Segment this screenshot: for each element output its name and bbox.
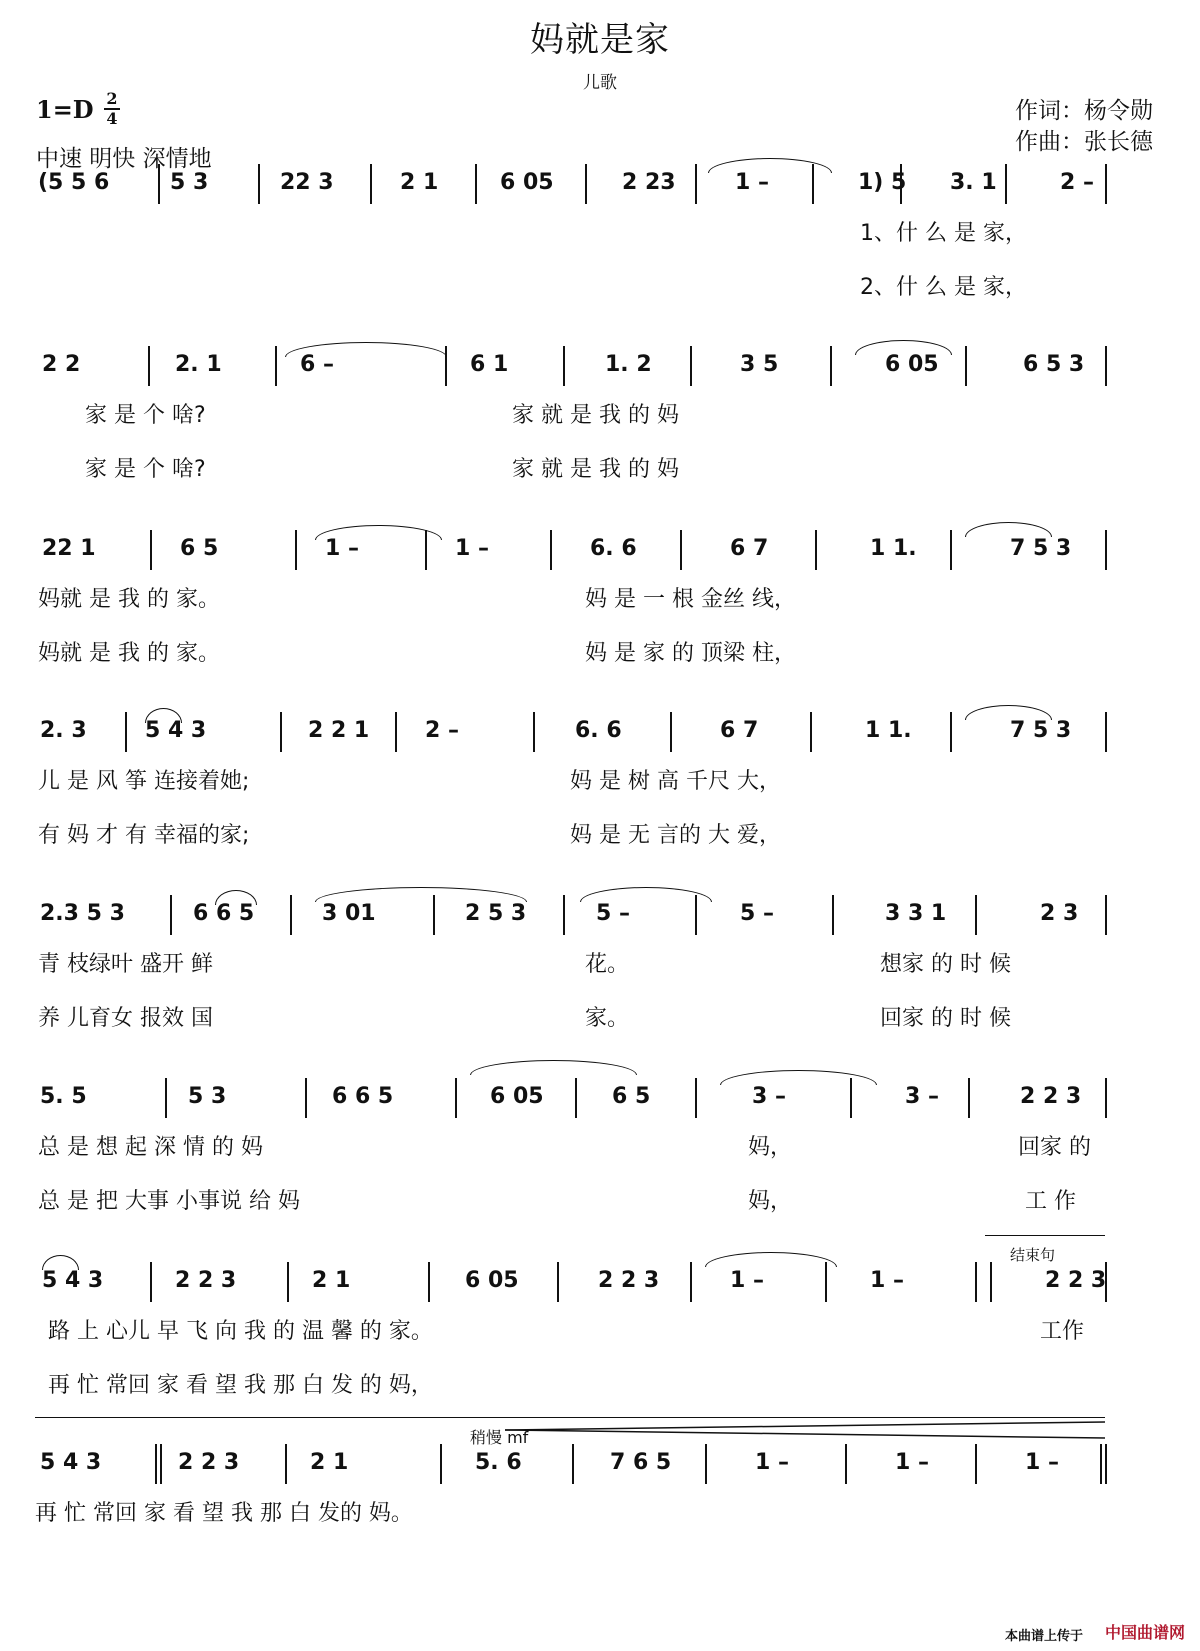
lyric-verse-2: 养 儿育女 报效 国 <box>38 1006 213 1031</box>
lyric-verse-1: 儿 是 风 筝 连接着她; <box>38 769 250 794</box>
tie-slur <box>580 887 712 902</box>
note-group: 5. 5 <box>40 1084 87 1109</box>
bar-line <box>557 1262 559 1302</box>
note-group: 6 1 <box>470 352 509 377</box>
tie-slur <box>470 1060 637 1075</box>
tie-slur <box>315 525 442 540</box>
bar-line <box>533 712 535 752</box>
tie-slur <box>285 342 447 357</box>
note-group: 2.3 5 3 <box>40 901 125 926</box>
note-group: 3 – <box>905 1084 939 1109</box>
bar-line <box>285 1444 287 1484</box>
bar-line <box>830 346 832 386</box>
note-group: 22 3 <box>280 170 334 195</box>
bar-line <box>825 1262 827 1302</box>
lyric-verse-1: 妈 是 一 根 金丝 线， <box>585 587 796 612</box>
bar-line <box>695 164 697 204</box>
note-group: 1 1. <box>870 536 917 561</box>
lyric-verse-1: 青 枝绿叶 盛开 鲜 <box>38 952 213 977</box>
bar-line <box>258 164 260 204</box>
note-group: 1 – <box>735 170 769 195</box>
lyric-verse-1: 妈 是 树 高 千尺 大， <box>570 769 781 794</box>
note-group: 7 6 5 <box>610 1450 672 1475</box>
bar-line <box>287 1262 289 1302</box>
song-title: 妈就是家 <box>530 20 670 60</box>
note-group: 6. 6 <box>590 536 637 561</box>
composer-credit: 作曲：张长德 <box>1015 129 1153 155</box>
note-group: 1 – <box>755 1450 789 1475</box>
tie-slur <box>42 1255 79 1270</box>
lyric-verse-1: 家 是 个 啥? <box>85 403 206 428</box>
bar-line <box>160 1444 162 1484</box>
note-group: 2 5 3 <box>465 901 527 926</box>
note-group: 2 2 3 <box>175 1268 237 1293</box>
dynamic-marking: 稍慢 mf <box>470 1428 529 1447</box>
note-group: 6 6 5 <box>193 901 255 926</box>
bar-line <box>815 530 817 570</box>
lyric-verse-1: 工作 <box>1040 1319 1085 1344</box>
tie-slur <box>705 1252 837 1267</box>
note-group: 6 05 <box>465 1268 519 1293</box>
bar-line <box>475 164 477 204</box>
bar-line <box>455 1078 457 1118</box>
note-group: 1 – <box>870 1268 904 1293</box>
bar-line <box>680 530 682 570</box>
note-group: 1) 5 <box>858 170 907 195</box>
note-group: 6. 6 <box>575 718 622 743</box>
note-group: 6 05 <box>885 352 939 377</box>
bar-line <box>150 530 152 570</box>
tie-slur <box>855 340 952 355</box>
note-group: 6 7 <box>720 718 759 743</box>
note-group: 6 5 3 <box>1023 352 1085 377</box>
bar-line <box>705 1444 707 1484</box>
note-group: 7 5 3 <box>1010 718 1072 743</box>
bar-line <box>950 530 952 570</box>
bar-line <box>170 895 172 935</box>
lyric-verse-2: 妈 是 无 言的 大 爱， <box>570 823 781 848</box>
lyric-verse-2: 家 是 个 啥? <box>85 457 206 482</box>
note-group: 1 1. <box>865 718 912 743</box>
bar-line <box>1005 164 1007 204</box>
note-group: 5 – <box>596 901 630 926</box>
note-group: 2 – <box>1060 170 1094 195</box>
note-group: 2 – <box>425 718 459 743</box>
note-group: 2. 3 <box>40 718 87 743</box>
lyric-verse-2: 2、什 么 是 家， <box>860 275 1027 300</box>
note-group: 3. 1 <box>950 170 997 195</box>
bar-line <box>690 346 692 386</box>
bar-line <box>1105 712 1107 752</box>
note-group: 2 2 <box>42 352 81 377</box>
tie-slur <box>965 705 1052 720</box>
note-group: 2 2 3 <box>1045 1268 1107 1293</box>
lyric-verse-2: 工 作 <box>1025 1189 1076 1214</box>
note-group: 5 4 3 <box>145 718 207 743</box>
bar-line <box>832 895 834 935</box>
bar-line <box>395 712 397 752</box>
note-group: 1 – <box>455 536 489 561</box>
bar-line <box>975 895 977 935</box>
note-group: 2 23 <box>622 170 676 195</box>
bar-line <box>950 712 952 752</box>
note-group: 2 1 <box>312 1268 351 1293</box>
lyric-verse-1: 妈， <box>748 1135 793 1160</box>
note-group: 2 1 <box>310 1450 349 1475</box>
bar-line <box>1105 346 1107 386</box>
bar-line <box>1105 164 1107 204</box>
lyric-verse-2: 妈 是 家 的 顶梁 柱， <box>585 641 796 666</box>
note-group: 6 6 5 <box>332 1084 394 1109</box>
note-group: 6 5 <box>612 1084 651 1109</box>
tie-slur <box>315 887 527 902</box>
footer-text: 本曲谱上传于 <box>1005 1629 1084 1644</box>
bar-line <box>563 346 565 386</box>
bracket-line <box>35 1417 1105 1418</box>
tie-slur <box>708 158 832 173</box>
lyric-verse-1: 妈就 是 我 的 家。 <box>38 587 220 612</box>
tie-slur <box>965 522 1052 537</box>
lyric-verse-2: 再 忙 常回 家 看 望 我 那 白 发 的 妈， <box>48 1373 433 1398</box>
bar-line <box>150 1262 152 1302</box>
bar-line <box>845 1444 847 1484</box>
bar-line <box>1105 1078 1107 1118</box>
bar-line <box>975 1444 977 1484</box>
tie-slur <box>215 890 257 905</box>
bar-line <box>563 895 565 935</box>
bar-line <box>1100 1444 1102 1484</box>
bar-line <box>975 1262 977 1302</box>
time-signature <box>104 90 120 128</box>
note-group: 5 3 <box>188 1084 227 1109</box>
bar-line <box>990 1262 992 1302</box>
bar-line <box>280 712 282 752</box>
bar-line <box>165 1078 167 1118</box>
bar-line <box>810 712 812 752</box>
bar-line <box>125 712 127 752</box>
note-group: 6 05 <box>500 170 554 195</box>
bar-line <box>670 712 672 752</box>
note-group: 22 1 <box>42 536 96 561</box>
note-group: 7 5 3 <box>1010 536 1072 561</box>
note-group: 6 05 <box>490 1084 544 1109</box>
note-group: 3 3 1 <box>885 901 947 926</box>
lyric-verse-1: 家 就 是 我 的 妈 <box>512 403 679 428</box>
tie-slur <box>720 1070 877 1085</box>
tempo-marking: 中速 明快 深情地 <box>36 146 212 172</box>
note-group: 1 – <box>325 536 359 561</box>
bracket-line <box>985 1235 1105 1236</box>
lyric-verse-2: 家。 <box>585 1006 630 1031</box>
note-group: 6 5 <box>180 536 219 561</box>
note-group: 1 – <box>1025 1450 1059 1475</box>
time-signature-top: 2 <box>106 89 118 108</box>
note-group: 5 3 <box>170 170 209 195</box>
lyric-verse-1: 花。 <box>585 952 630 977</box>
bar-line <box>440 1444 442 1484</box>
lyric-verse-2: 总 是 把 大事 小事说 给 妈 <box>38 1189 300 1214</box>
note-group: 3 5 <box>740 352 779 377</box>
note-group: 2 2 3 <box>1020 1084 1082 1109</box>
bar-line <box>158 164 160 204</box>
note-group: 2. 1 <box>175 352 222 377</box>
crescendo-hairpin <box>505 1420 1105 1440</box>
lyric-verse-1: 回家 的 <box>1018 1135 1091 1160</box>
note-group: (5 5 6 <box>38 170 110 195</box>
note-group: 2 2 3 <box>598 1268 660 1293</box>
note-group: 5 – <box>740 901 774 926</box>
lyric-verse-1: 1、什 么 是 家， <box>860 221 1027 246</box>
note-group: 6 – <box>300 352 334 377</box>
lyric-verse-1: 路 上 心儿 早 飞 向 我 的 温 馨 的 家。 <box>48 1319 433 1344</box>
note-group: 3 – <box>752 1084 786 1109</box>
bar-line <box>290 895 292 935</box>
bar-line <box>148 346 150 386</box>
note-group: 5 4 3 <box>42 1268 104 1293</box>
lyricist-credit: 作词：杨令勋 <box>1015 98 1153 124</box>
key-signature: 1=D <box>36 95 94 124</box>
bar-line <box>575 1078 577 1118</box>
bar-line <box>155 1444 157 1484</box>
lyric-verse-2: 妈就 是 我 的 家。 <box>38 641 220 666</box>
lyric-verse-1: 想家 的 时 候 <box>880 952 1011 977</box>
bar-line <box>1105 1262 1107 1302</box>
bar-line <box>550 530 552 570</box>
lyric-verse-2: 有 妈 才 有 幸福的家; <box>38 823 250 848</box>
bar-line <box>690 1262 692 1302</box>
bar-line <box>295 530 297 570</box>
time-signature-bottom: 4 <box>106 109 118 128</box>
lyric-verse-2: 妈， <box>748 1189 793 1214</box>
note-group: 2 2 3 <box>178 1450 240 1475</box>
coda-label: 结束句 <box>1010 1246 1056 1264</box>
note-group: 1 – <box>730 1268 764 1293</box>
bar-line <box>275 346 277 386</box>
bar-line <box>305 1078 307 1118</box>
bar-line <box>695 1078 697 1118</box>
bar-line <box>1105 895 1107 935</box>
lyric-verse-1: 总 是 想 起 深 情 的 妈 <box>38 1135 263 1160</box>
bar-line <box>968 1078 970 1118</box>
note-group: 3 01 <box>322 901 376 926</box>
lyric-verse-2: 回家 的 时 候 <box>880 1006 1011 1031</box>
song-subtitle: 儿歌 <box>583 73 617 93</box>
note-group: 2 2 1 <box>308 718 370 743</box>
bar-line <box>445 346 447 386</box>
bar-line <box>428 1262 430 1302</box>
lyric-verse-1: 再 忙 常回 家 看 望 我 那 白 发的 妈。 <box>35 1501 413 1526</box>
note-group: 1 – <box>895 1450 929 1475</box>
bar-line <box>370 164 372 204</box>
tie-slur <box>145 708 182 723</box>
bar-line <box>900 164 902 204</box>
note-group: 2 1 <box>400 170 439 195</box>
bar-line <box>1105 1444 1107 1484</box>
bar-line <box>965 346 967 386</box>
site-logo: 中国曲谱网 <box>1105 1623 1186 1642</box>
note-group: 2 3 <box>1040 901 1079 926</box>
lyric-verse-2: 家 就 是 我 的 妈 <box>512 457 679 482</box>
note-group: 5. 6 <box>475 1450 522 1475</box>
note-group: 5 4 3 <box>40 1450 102 1475</box>
bar-line <box>585 164 587 204</box>
bar-line <box>572 1444 574 1484</box>
note-group: 6 7 <box>730 536 769 561</box>
bar-line <box>1105 530 1107 570</box>
note-group: 1. 2 <box>605 352 652 377</box>
